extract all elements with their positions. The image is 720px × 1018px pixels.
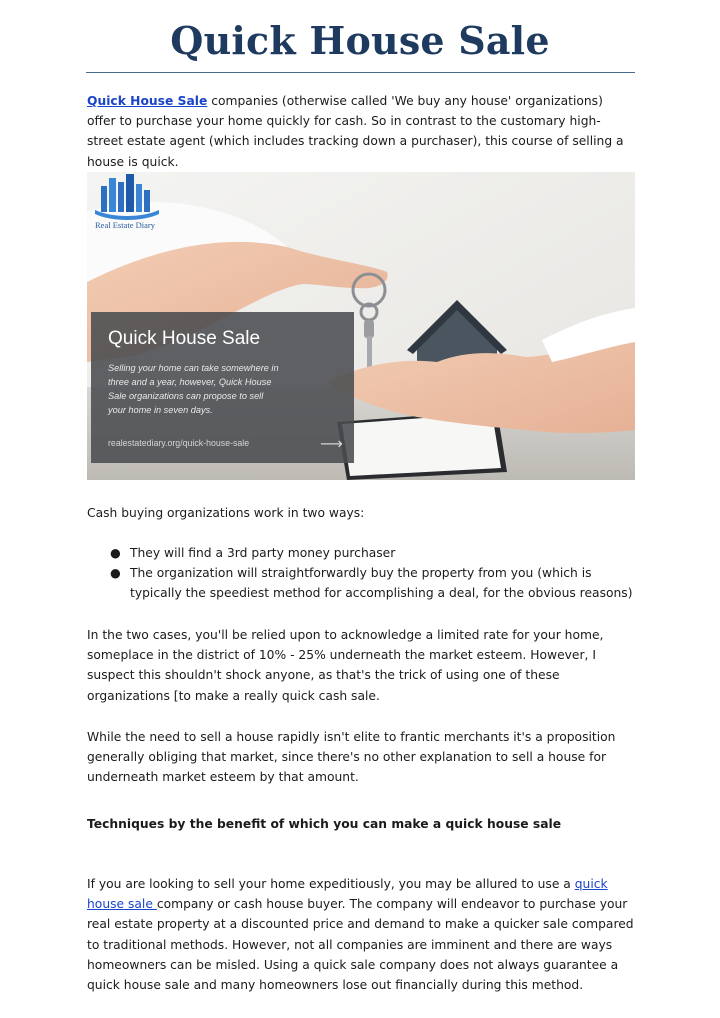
section-heading: Techniques by the benefit of which you can make a quick house sale xyxy=(87,817,562,831)
logo-text: Real Estate Diary xyxy=(95,220,155,230)
hero-card-line: your home in seven days. xyxy=(108,405,213,415)
hero-image xyxy=(87,172,635,480)
techniques-text-start: If you are looking to sell your home expeditiously, you may be allured to use a xyxy=(87,877,575,891)
bullet-icon: ● xyxy=(110,546,121,560)
list-item-text: They will find a 3rd party money purchaser xyxy=(130,546,396,560)
intro-text: companies (otherwise called 'We buy any house' organizations) offer to purchase your home quickly for cash. So in contrast to the customary high-street estate agent (which includes tracking down a purchaser), this course of selling a house is quick. xyxy=(87,94,624,169)
discount-paragraph: In the two cases, you'll be relied upon to acknowledge a limited rate for your home, someplace in the district of 10% - 25% underneath the market esteem. However, I suspect this shouldn't shock anyone, as that's the trick of using one of these organizations [to make a really quick cash sale. xyxy=(87,628,604,703)
intro-paragraph xyxy=(87,91,635,172)
arrow-right-icon: ⟶ xyxy=(320,434,343,453)
ways-intro: Cash buying organizations work in two ways: xyxy=(87,506,365,520)
quick-house-sale-link[interactable]: Quick House Sale xyxy=(87,94,208,108)
ways-list xyxy=(87,543,635,604)
hero-card-title: Quick House Sale xyxy=(108,328,261,349)
bullet-icon: ● xyxy=(110,566,121,581)
techniques-text-end: company or cash house buyer. The company will endeavor to purchase your real estate property at a discounted price and demand to make a quicker sale compared to traditional methods. However, not all companies are imminent and there are ways homeowners can be misled. Using a quick sale company does not always guarantee a quick house sale and many homeowners lose out financially during this method. xyxy=(87,897,634,993)
hero-card-line: three and a year, however, Quick House xyxy=(108,377,272,387)
hero-card-line: Selling your home can take somewhere in xyxy=(108,363,279,373)
market-paragraph: While the need to sell a house rapidly isn't elite to frantic merchants it's a proposition generally obliging that market, since there's no other explanation to sell a house for underneath market esteem by that amount. xyxy=(87,730,616,785)
page-title: Quick House Sale xyxy=(170,18,550,63)
techniques-paragraph xyxy=(87,874,635,995)
hero-card-line: Sale organizations can propose to sell xyxy=(108,391,264,401)
list-item-text: The organization will straightforwardly buy the property from you (which is typically the speediest method for accomplishing a deal, for the obvious reasons) xyxy=(130,566,633,601)
list-item xyxy=(87,543,635,563)
list-item xyxy=(87,563,635,603)
title-divider xyxy=(86,72,635,73)
hero-card-url: realestatediary.org/quick-house-sale xyxy=(108,438,250,448)
hero-illustration xyxy=(87,172,635,480)
quick-house-sale-link-inline[interactable]: quick house sale xyxy=(87,877,608,912)
